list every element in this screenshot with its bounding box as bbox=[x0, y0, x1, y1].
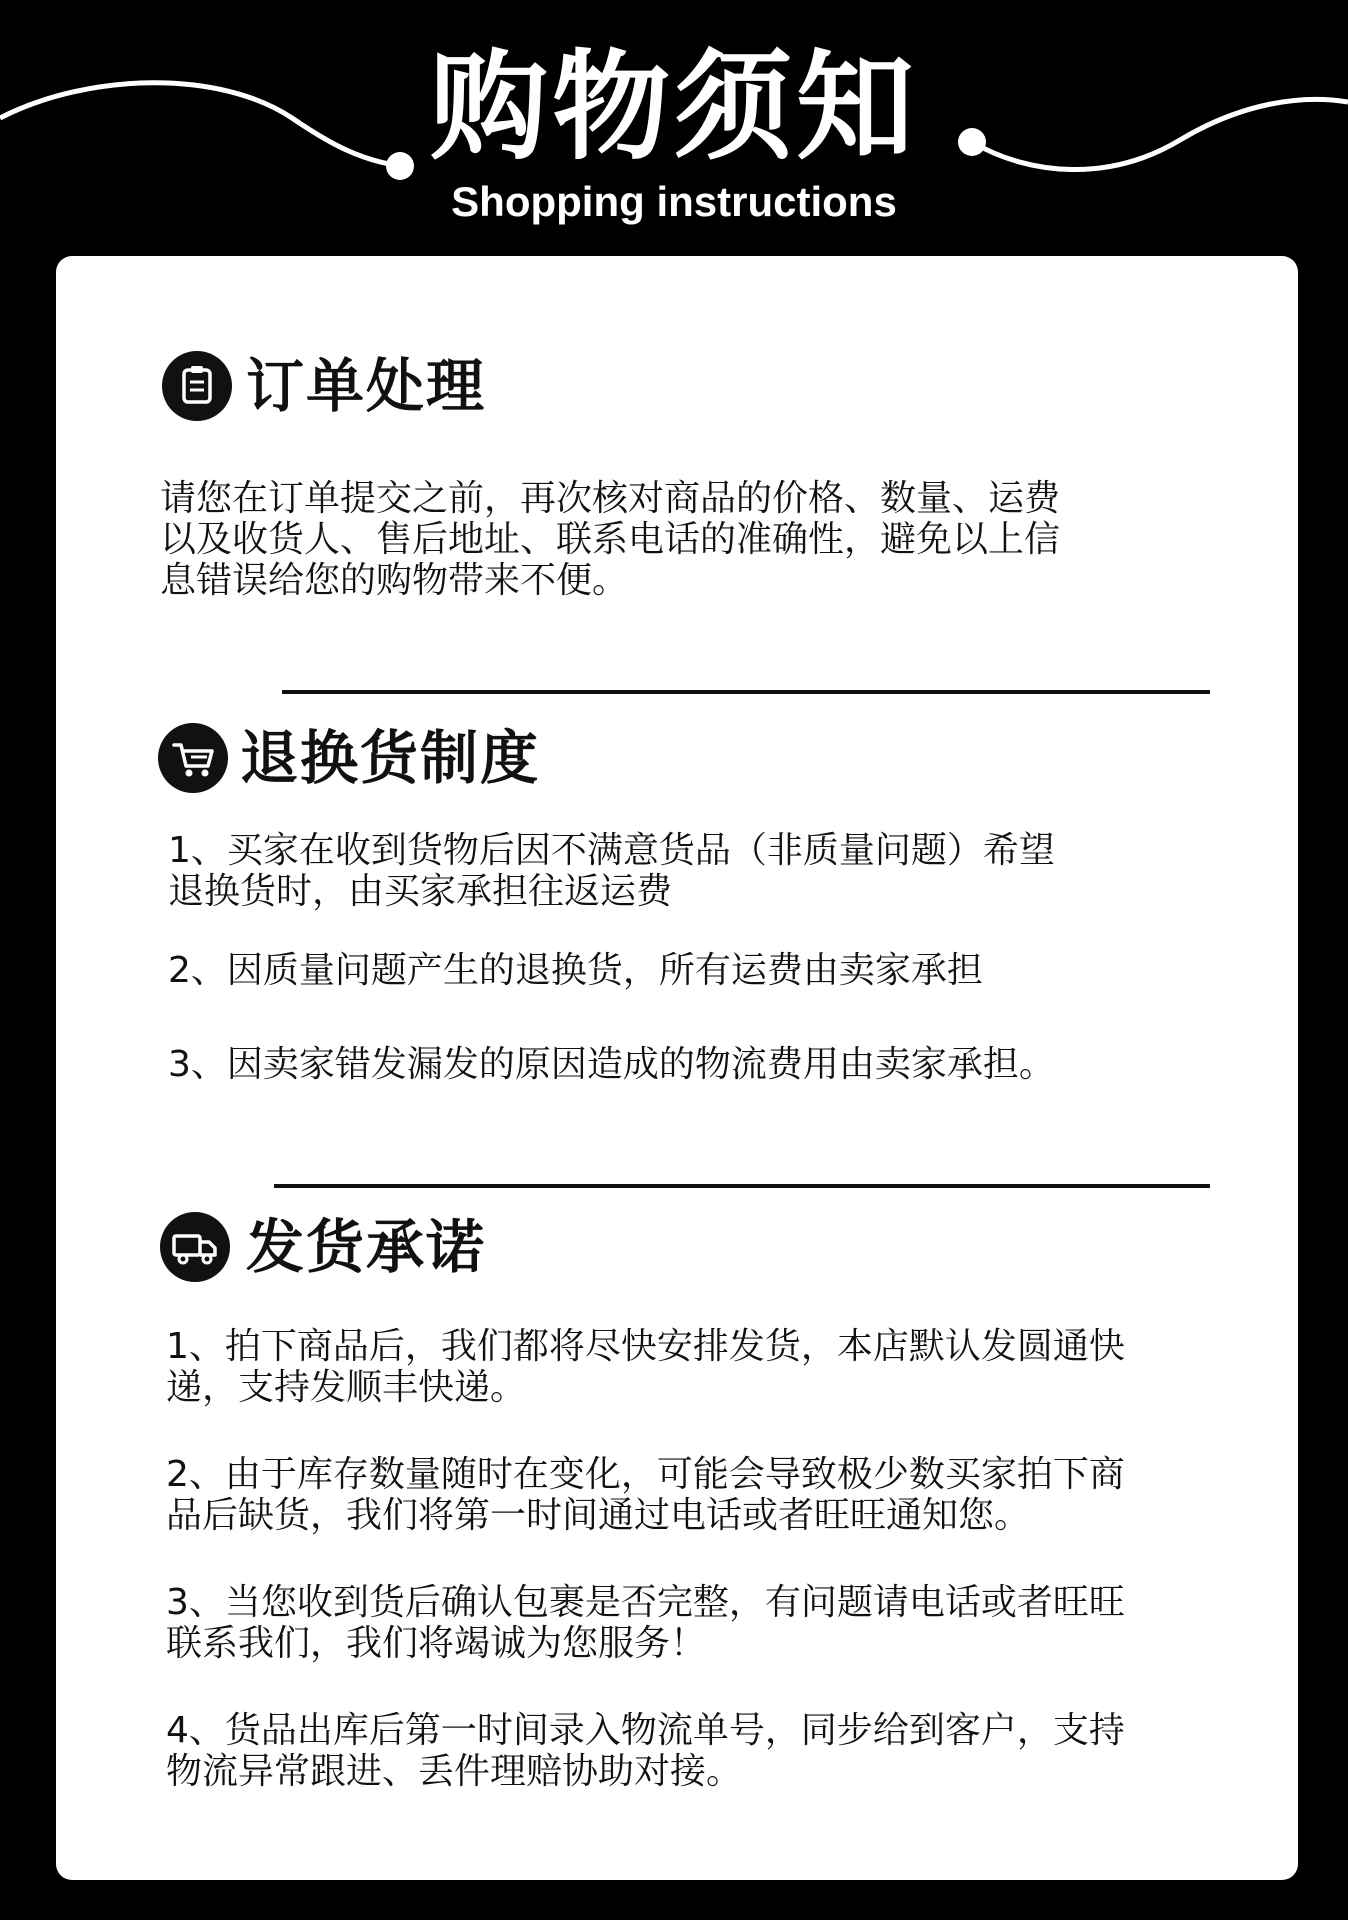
divider bbox=[274, 1184, 1210, 1188]
paragraph bbox=[166, 1710, 1125, 1792]
paragraph bbox=[166, 1326, 1125, 1408]
text-line: 1、拍下商品后，我们都将尽快安排发货，本店默认发圆通快 bbox=[166, 1326, 1125, 1367]
paragraph bbox=[168, 950, 983, 991]
text-line: 2、因质量问题产生的退换货，所有运费由卖家承担 bbox=[168, 950, 983, 991]
text-line: 品后缺货，我们将第一时间通过电话或者旺旺通知您。 bbox=[166, 1495, 1031, 1536]
paragraph bbox=[166, 1582, 1125, 1664]
paragraph bbox=[160, 478, 1060, 601]
content-card bbox=[56, 256, 1298, 1880]
section-title: 退换货制度 bbox=[240, 724, 541, 792]
text-line: 退换货时，由买家承担往返运费 bbox=[168, 871, 673, 912]
page-title: 购物须知 bbox=[429, 38, 918, 176]
divider bbox=[282, 690, 1210, 694]
text-line: 息错误给您的购物带来不便。 bbox=[160, 560, 629, 601]
text-line: 以及收货人、售后地址、联系电话的准确性，避免以上信 bbox=[160, 519, 1061, 560]
document-icon bbox=[162, 351, 232, 421]
text-line: 联系我们，我们将竭诚为您服务！ bbox=[166, 1623, 707, 1664]
paragraph bbox=[168, 1044, 1055, 1085]
section-title: 发货承诺 bbox=[246, 1213, 487, 1281]
text-line: 3、因卖家错发漏发的原因造成的物流费用由卖家承担。 bbox=[168, 1044, 1055, 1085]
delivery-truck-icon bbox=[160, 1212, 230, 1282]
text-line: 2、由于库存数量随时在变化，可能会导致极少数买家拍下商 bbox=[166, 1454, 1125, 1495]
shopping-cart-icon bbox=[158, 723, 228, 793]
paragraph bbox=[166, 1454, 1125, 1536]
text-line: 1、买家在收到货物后因不满意货品（非质量问题）希望 bbox=[168, 830, 1055, 871]
header bbox=[0, 0, 1348, 256]
text-line: 请您在订单提交之前，再次核对商品的价格、数量、运费 bbox=[160, 478, 1061, 519]
page-subtitle: Shopping instructions bbox=[451, 178, 897, 225]
section-title: 订单处理 bbox=[246, 352, 487, 420]
text-line: 3、当您收到货后确认包裹是否完整，有问题请电话或者旺旺 bbox=[166, 1582, 1125, 1623]
text-line: 物流异常跟进、丢件理赔协助对接。 bbox=[166, 1751, 743, 1792]
text-line: 4、货品出库后第一时间录入物流单号，同步给到客户，支持 bbox=[166, 1710, 1125, 1751]
text-line: 递，支持发顺丰快递。 bbox=[166, 1367, 527, 1408]
paragraph bbox=[168, 830, 1055, 912]
